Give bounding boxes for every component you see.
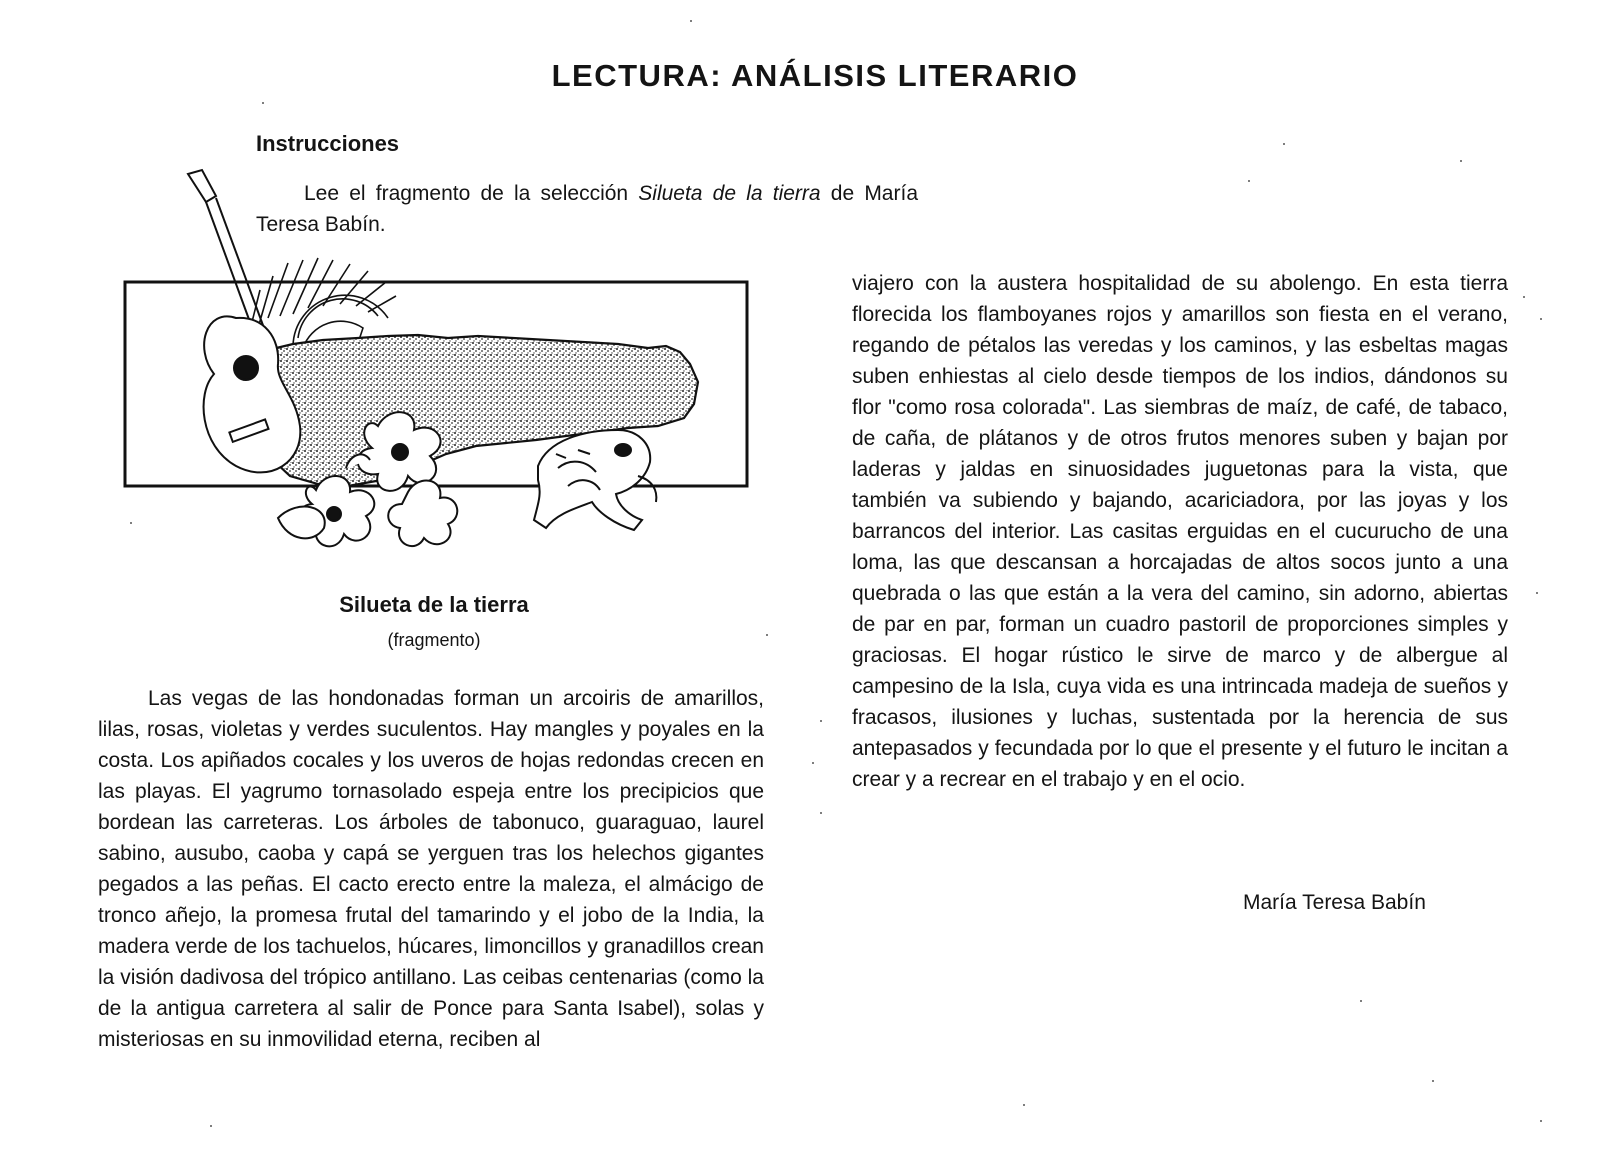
instructions-text-before: Lee el fragmento de la selección: [304, 182, 639, 205]
frog-icon: [534, 430, 656, 530]
body-paragraph-right: viajero con la austera hospitalidad de su abolengo. En esta tierra florecida los flamboyanes rojos y amarillos son fiesta en el verano, regando de pétalos las veredas y los caminos, y las esbeltas magas suben enhiestas al cielo desde tiempos de los indios, dándonos su flor "como rosa colorada". Las siembras de maíz, de café, de tabaco, de caña, de plátanos y de otros frutos menores suben y bajan por laderas y jaldas en sinuosidades juguetonas para la vista, que también va subiendo y bajando, acariciadora, por las joyas y los barrancos del interior. Las casitas erguidas en el cucurucho de una loma, las que descansan a horcajadas de altos socos junto a una quebrada o las que están a la vera del camino, sin adorno, abiertas de par en par, forman un cuadro pastoril de proporciones simples y graciosas. El hogar rústico le sirve de marco y de albergue al campesino de la Isla, cuya vida es una intrincada madeja de sueños y fracasos, ilusiones y luchas, sustentada por la herencia de sus antepasados y fecundada por lo que el presente y el futuro le incitan a crear y a recrear en el trabajo y en el ocio.: [852, 272, 1508, 791]
body-paragraph-left: Las vegas de las hondonadas forman un arcoiris de amarillos, lilas, rosas, violetas y verdes suculentos. Hay mangles y poyales en la costa. Los apiñados cocales y los uveros de hojas redondas crecen en las playas. El yagrumo tornasolado espeja entre los precipicios que bordean las carreteras. Los árboles de tabonuco, guaraguao, laurel sabino, ausubo, caoba y capá se yerguen tras los helechos gigantes pegados a las peñas. El cacto erecto entre la maleza, el almácigo de tronco añejo, la promesa frutal del tamarindo y el jobo de la India, la madera verde de los tachuelos, húcares, limoncillos y granadillos crean la visión dadivosa del trópico antillano. Las ceibas centenarias (como la de la antigua carretera al salir de Ponce para Santa Isabel), solas y misteriosas en su inmovilidad eterna, reciben al: [98, 687, 764, 1051]
page-title: LECTURA: ANÁLISIS LITERARIO: [551, 58, 1079, 93]
body-right-column: [852, 268, 1508, 795]
illustration: [118, 168, 768, 563]
body-left-column: [98, 683, 764, 1055]
instructions-heading: Instrucciones: [256, 131, 400, 156]
instructions-text-after: de María Teresa Babín.: [256, 182, 918, 236]
instructions-work-title: Silueta de la tierra: [638, 182, 821, 205]
selection-subtitle: (fragmento): [387, 630, 481, 650]
guitar-icon: [188, 170, 300, 472]
author-signature: María Teresa Babín: [1243, 891, 1426, 914]
selection-title: Silueta de la tierra: [339, 592, 529, 617]
